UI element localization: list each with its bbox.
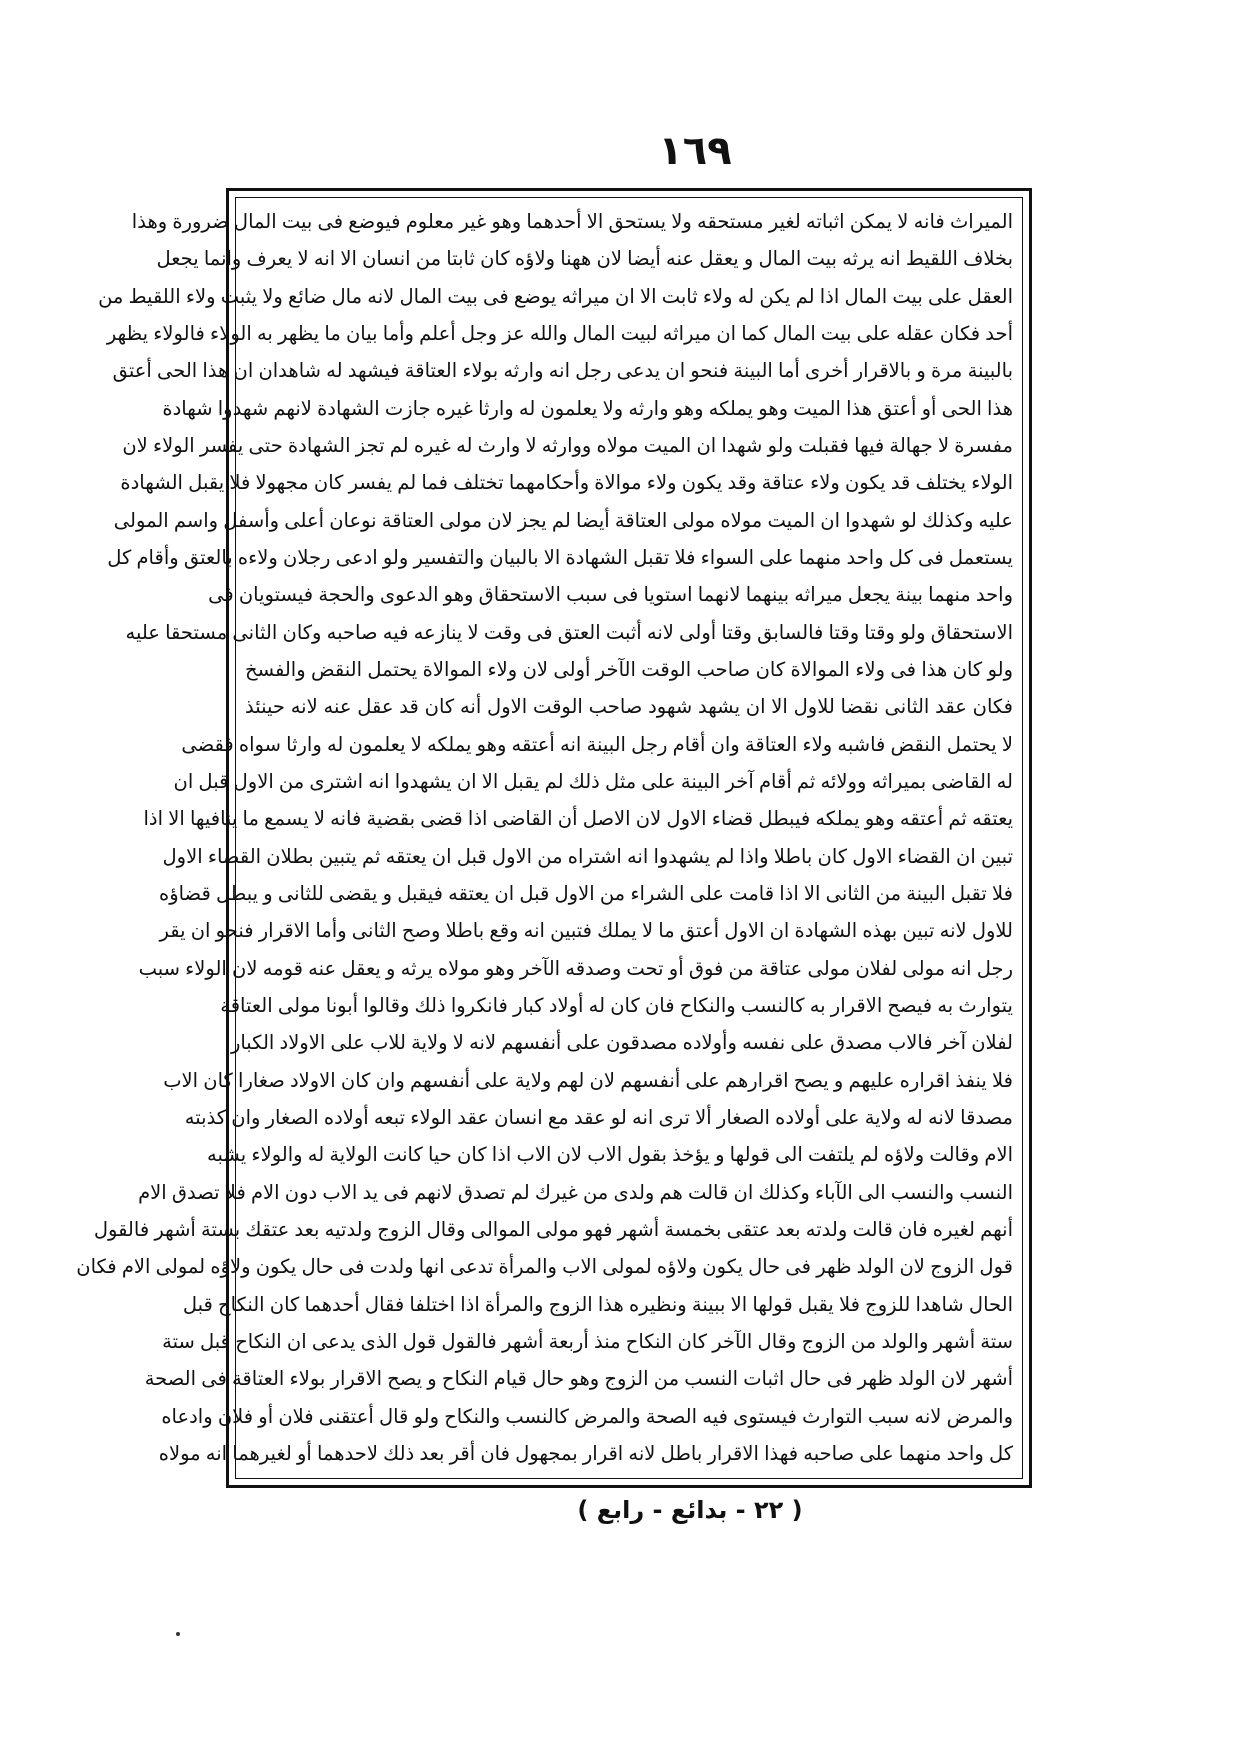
body-line: يعتقه ثم أعتقه وهو يملكه فيبطل قضاء الاول لان الاصل أن القاضى اذا قضى بقضية فانه لا يسمع ما ينافيها الا اذا: [143, 807, 1013, 831]
body-line: أشهر لان الولد ظهر فى حال اثبات النسب من الزوج وهو حال قيام النكاح و يصح الاقرار بولاء العتاقة فى الصحة: [144, 1367, 1013, 1391]
body-line: قول الزوج لان الولد ظهر فى حال يكون ولاؤه لمولى الاب والمرأة تدعى انها ولدت فى حال يكون ولاؤه لمولى الام فكان: [76, 1255, 1013, 1279]
body-line: يتوارث به فيصح الاقرار به كالنسب والنكاح فان كان له أولاد كبار فانكروا ذلك وقالوا أبونا مولى العتاقة: [220, 993, 1013, 1017]
body-line: فكان عقد الثانى نقضا للاول الا ان يشهد شهود صاحب الوقت الاول أنه كان قد عقل عنه لانه حينئذ: [245, 695, 1013, 719]
body-line: له القاضى بميراثه وولائه ثم أقام آخر البينة على مثل ذلك لم يقبل الا ان يشهدوا انه اشترى من الاول قبل ان: [173, 769, 1013, 793]
page-number: ١٦٩: [658, 128, 732, 174]
body-line: كل واحد منهما على صاحبه فهذا الاقرار باطل لانه اقرار بمجهول فان أقر بعد ذلك لاحدهما أو لغيرهما انه مولاه: [158, 1441, 1013, 1465]
body-line: مفسرة لا جهالة فيها فقبلت ولو شهدا ان الميت مولاه ووارثه لا وارث له غيره لم تجز الشهادة حتى يفسر الولاء لان: [122, 433, 1013, 457]
body-line: فلا ينفذ اقراره عليهم و يصح اقرارهم على أنفسهم لان لهم ولاية على أنفسهم وان كان الاولاد صغارا كان الاب: [163, 1068, 1013, 1092]
body-line: أحد فكان عقله على بيت المال كما ان ميراثه لبيت المال والله عز وجل أعلم وأما بيان ما يظهر به الولاء فالولاء يظهر: [106, 321, 1013, 345]
body-line: ستة أشهر والولد من الزوج وقال الآخر كان النكاح منذ أربعة أشهر فالقول قول الذى يدعى ان النكاح قبل ستة: [162, 1329, 1013, 1353]
body-line: الولاء يختلف قد يكون ولاء عتاقة وقد يكون ولاء موالاة وأحكامهما تختلف فما لم يفسر كان مجهولا فلا يقبل الشهادة: [120, 471, 1013, 495]
body-line: فلا تقبل البينة من الثانى الا اذا قامت على الشراء من الاول قبل ان يعتقه فيقبل و يقضى للثانى و يبطل قضاؤه: [158, 881, 1013, 905]
page-footer-signature: ( ٢٢ - بدائع - رابع ): [577, 1496, 803, 1524]
body-line: والمرض لانه سبب التوارث فيستوى فيه الصحة والمرض كالنسب والنكاح ولو قال أعتقنى فلان أو فلان وادعاه: [161, 1404, 1013, 1428]
body-line: الاستحقاق ولو وقتا وقتا فالسابق وقتا أولى لانه أثبت العتق فى وقت لا ينازعه فيه صاحبه وكان الثانى مستحقا عليه: [125, 620, 1013, 644]
body-line: هذا الحى أو أعتق هذا الميت وهو يملكه وهو وارثه ولا يعلمون له وارثا غيره جازت الشهادة لانهم شهدوا شهادة: [162, 396, 1013, 420]
body-line: يستعمل فى كل واحد منهما على السواء فلا تقبل الشهادة الا بالبيان والتفسير ولو ادعى رجلان ولاءه بالعتق وأقام كل: [107, 545, 1013, 569]
body-line: النسب والنسب الى الآباء وكذلك ان قالت هم ولدى من غيرك لم تصدق لانهم فى يد الاب دون الام فلا تصدق الام: [138, 1180, 1013, 1204]
body-line: الام وقالت ولاؤه لم يلتفت الى قولها و يؤخذ بقول الاب لان الاب اذا كان حيا كانت الولاية له والولاء يشبه: [207, 1143, 1013, 1167]
text-frame: [76, 188, 1032, 1488]
body-line: العقل على بيت المال اذا لم يكن له ولاء ثابت الا ان ميراثه يوضع فى بيت المال لانه مال ضائع ولا يثبت ولاء اللقيط من: [98, 284, 1013, 308]
body-line: تبين ان القضاء الاول كان باطلا واذا لم يشهدوا انه اشتراه من الاول قبل ان يعتقه ثم يتبين بطلان القضاء الاول: [162, 844, 1013, 868]
body-line: الميراث فانه لا يمكن اثباته لغير مستحقه ولا يستحق الا أحدهما وهو غير معلوم فيوضع فى بيت المال ضرورة وهذا: [131, 210, 1013, 233]
body-line: الحال شاهدا للزوج فلا يقبل قولها الا ببينة ونظيره هذا الزوج والمرأة اذا اختلفا فقال أحدهما كان النكاح قبل: [182, 1292, 1013, 1316]
body-line: بالبينة مرة و بالاقرار أخرى أما البينة فنحو ان يدعى رجل انه وارثه بولاء العتاقة فيشهد له شاهدان ان هذا الحى أعتق: [112, 359, 1013, 383]
stray-mark: [176, 1632, 180, 1636]
body-text: [76, 205, 1013, 1471]
body-line: مصدقا لانه له ولاية على أولاده الصغار ألا ترى انه لو عقد مع انسان عقد الولاء تبعه أولاده الصغار وان كذبته: [184, 1105, 1013, 1129]
body-line: لفلان آخر فالاب مصدق على نفسه وأولاده مصدقون على أنفسهم لانه لا ولاية للاب على الاولاد الكبار: [230, 1031, 1013, 1055]
body-line: بخلاف اللقيط انه يرثه بيت المال و يعقل عنه أيضا لان ههنا ولاؤه كان ثابتا من انسان الا انه لا يعرف وانما يجعل: [156, 247, 1013, 271]
body-line: رجل انه مولى لفلان مولى عتاقة من فوق أو تحت وصدقه الآخر وهو مولاه يرثه و يعقل عنه قومه لان الولاء سبب: [138, 956, 1013, 980]
body-line: عليه وكذلك لو شهدوا ان الميت مولاه مولى العتاقة أيضا لم يجز لان مولى العتاقة نوعان أعلى وأسفل واسم المولى: [113, 508, 1013, 532]
body-line: ولو كان هذا فى ولاء الموالاة كان صاحب الوقت الآخر أولى لان ولاء الموالاة يحتمل النقض والفسخ: [245, 657, 1013, 681]
body-line: للاول لانه تبين بهذه الشهادة ان الاول أعتق ما لا يملك فتبين انه وقع باطلا وصح الثانى وأما الاقرار فنحو ان يقر: [159, 919, 1013, 943]
body-line: لا يحتمل النقض فاشبه ولاء العتاقة وان أقام رجل البينة انه أعتقه وهو يملكه لا يعلمون له وارثا سواه فقضى: [181, 732, 1013, 756]
body-line: واحد منهما بينة يجعل ميراثه بينهما لانهما استويا فى سبب الاستحقاق وهو الدعوى والحجة فيستويان فى: [208, 583, 1013, 607]
body-line: أنهم لغيره فان قالت ولدته بعد عتقى بخمسة أشهر فهو مولى الموالى وقال الزوج ولدتيه بعد عتقك بستة أشهر فالقول: [93, 1217, 1013, 1241]
